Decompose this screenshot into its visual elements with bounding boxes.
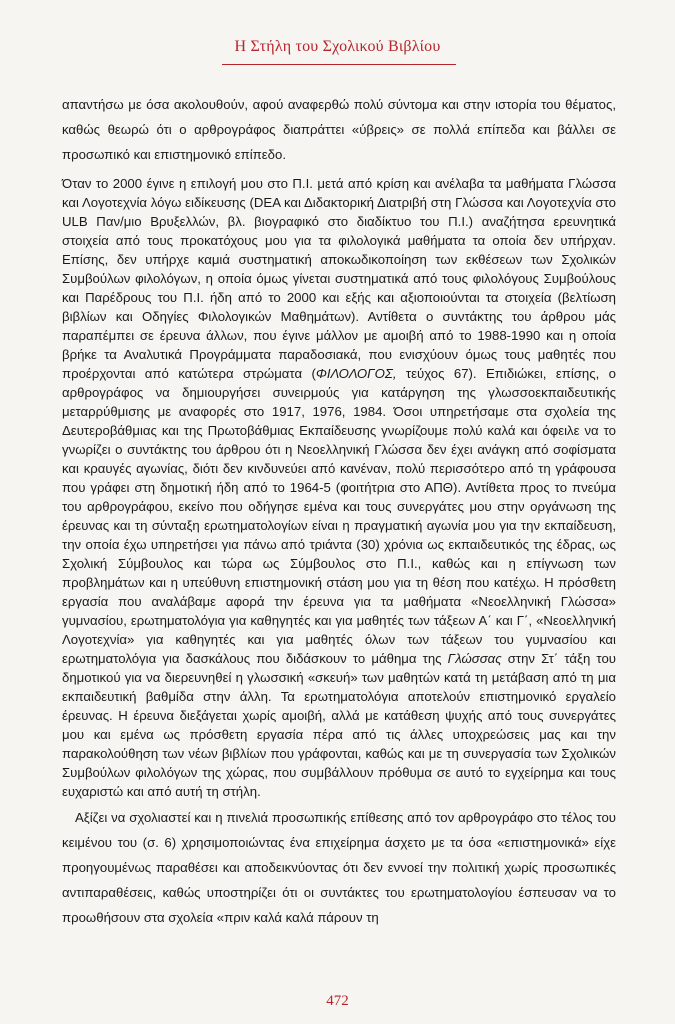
paragraph-main-text-3: στην Στ΄ τάξη του δημοτικού για να διερευνηθεί η γλωσσική «σκευή» των μαθητών κατά τη μετάβαση από τη μια εκπαιδευτική βαθμίδα στην άλλη. Τα ερωτηματολόγια αποτελούν επιστημονικό εργαλείο έρευνας. Η έρευνα διεξάγεται χωρίς αμοιβή, αλλά με κατάθεση ψυχής από τους συνεργάτες μου και εμένα ως πρόσθετη εργασία πέρα από τις άλλες υποχρεώσεις μας και την παρακολούθηση των νέων βιβλίων που γράφονται, καθώς και με τη συνεργασία των Σχολικών Συμβούλων φιλολόγων της χώρας, που συμβάλλουν πρόθυμα σε αυτό το εγχείρημα και τους ευχαριστώ και από αυτή τη στήλη.	[62, 650, 616, 799]
subject-name: Γλώσσας	[447, 650, 502, 666]
journal-name: ΦΙΛΟΛΟΓΟΣ,	[315, 365, 397, 381]
article-body	[62, 92, 616, 933]
paragraph-intro: απαντήσω με όσα ακολουθούν, αφού αναφερθώ πολύ σύντομα και στην ιστορία του θέματος, καθώς θεωρώ ότι ο αρθρογράφος διαπράττει «ύβρεις» σε πολλά επίπεδα και βάλλει σε προσωπικό και επιστημονικό επίπεδο.	[62, 97, 616, 163]
header-rule	[222, 64, 456, 65]
paragraph-closing: Αξίζει να σχολιαστεί και η πινελιά προσωπικής επίθεσης από τον αρθρογράφο στο τέλος του κειμένου του (σ. 6) χρησιμοποιώντας ένα επιχείρημα άσχετο με τα όσα «επιστημονικά» είχε προηγουμένως παραθέσει και αποδεικνύοντας ότι δεν εννοεί την πολιτική χωρίς προσωπικές αντιπαραθέσεις, καθώς υποστηρίζει ότι οι συντάκτες του ερωτηματολογίου έσπευσαν να το προωθήσουν στα σχολεία «πριν καλά καλά πάρουν τη	[62, 809, 616, 926]
running-header: Η Στήλη του Σχολικού Βιβλίου	[234, 38, 441, 55]
paragraph-main-text-2: τεύχος 67). Επιδιώκει, επίσης, ο αρθρογράφος να δημιουργήσει συνειρμούς για κατάργηση της γλωσσοεκπαιδευτικής μεταρρύθμισης με αναφορές στο 1917, 1976, 1984. Όσοι υπηρετήσαμε στα σχολεία της Δευτεροβάθμιας και της Πρωτοβάθμιας Εκπαίδευσης γνωρίζουμε πολύ καλά και όφειλε να το γνωρίζει ο συντάκτης του άρθρου ότι η Νεοελληνική Γλώσσα δεν έχει ανάγκη από σοφίσματα και κραυγές αγωνίας, διότι δεν κινδυνεύει από κανέναν, πολύ περισσότερο από τη γράφουσα που γράφει στη δημοτική ήδη από το 1964-5 (φοιτήτρια στο ΑΠΘ). Αντίθετα προς το πνεύμα του αρθρογράφου, εκείνο που οδήγησε εμένα και τους συνεργάτες μου στην οργάνωση της έρευνας και τη σύνταξη ερωτηματολογίων είναι η πραγματική αγωνία μου για την εκπαίδευση, την οποία έχω υπηρετήσει για πάνω από τριάντα (30) χρόνια ως εκπαιδευτικός της έδρας, ως Σχολική Σύμβουλος και τώρα ως Σύμβουλος στο Π.Ι., καθώς και η επίγνωση των προβλημάτων και η υπεύθυνη επιστημονική στάση μου για τη θέση που κατέχω. Η πρόσθετη εργασία που αναλάβαμε αφορά την έρευνα για τα μαθήματα «Νεοελληνική Γλώσσα» γυμνασίου, ερωτηματολόγια για καθηγητές και για μαθητές των τάξεων Α΄ και Γ΄, «Νεοελληνική Λογοτεχνία» για καθηγητές και για μαθητές όλων των τάξεων του γυμνασίου και ερωτηματολόγια για δασκάλους που διδάσκουν το μάθημα της	[62, 365, 616, 666]
paragraph-main-text-1: Όταν το 2000 έγινε η επιλογή μου στο Π.Ι. μετά από κρίση και ανέλαβα τα μαθήματα Γλώσσα και Λογοτεχνία λόγω ειδίκευσης (DEA και Διδακτορική Διατριβή στη Γλώσσα και Λογοτεχνία στο ULB Παν/μιο Βρυξελλών, βλ. βιογραφικό στο διαδίκτυο του Π.Ι.) αναζήτησα ερευνητικά στοιχεία από τους προκατόχους μου για τα φιλολογικά μαθήματα τα οποία δεν υπήρχαν. Επίσης, δεν υπήρχε καμιά συστηματική αποκωδικοποίηση των εκθέσεων των Σχολικών Συμβούλων φιλολόγων, η οποία όμως γίνεται συστηματικά από τους φιλολόγους Συμβούλους και Παρέδρους του Π.Ι. ήδη από το 2000 και εξής και αξιοποιούνται τα στοιχεία (βελτίωση βιβλίων και Οδηγίες Φιλολογικών Μαθημάτων). Αντίθετα ο συντάκτης του άρθρου μάς παραπέμπει σε έρευνα άλλων, που έγινε μάλλον με αμοιβή από το 1988-1990 και η οποία βρήκε τα Αναλυτικά Προγράμματα παραδοσιακά, που ενισχύουν όμως τους μαθητές που προέρχονται από κατώτερα στρώματα (	[62, 175, 616, 381]
paragraph-main	[62, 174, 616, 801]
page-number: 472	[326, 993, 349, 1009]
